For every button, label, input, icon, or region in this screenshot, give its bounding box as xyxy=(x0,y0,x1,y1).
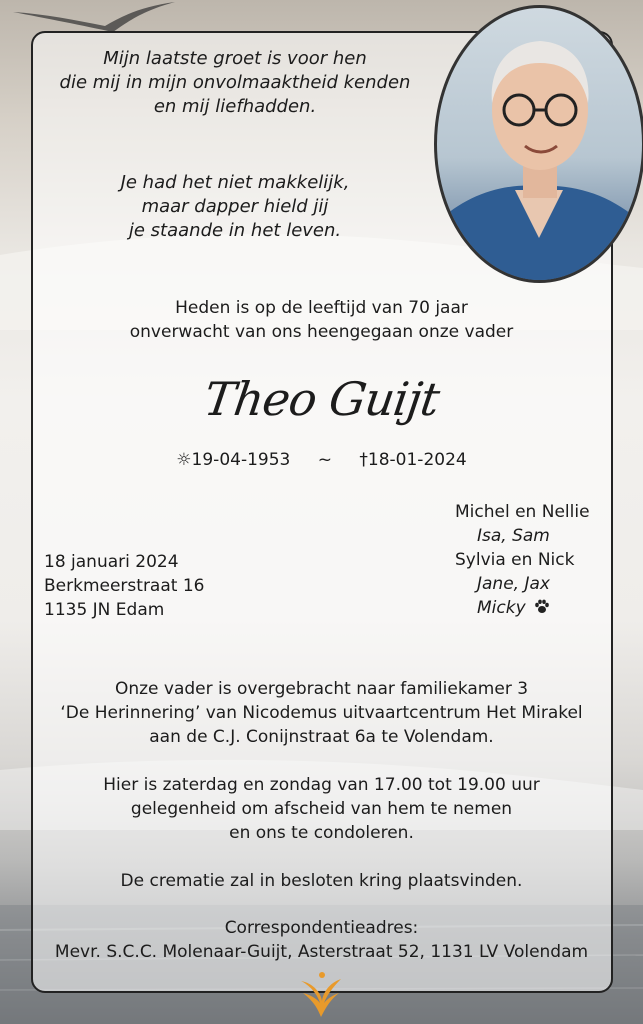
family-member: Isa, Sam xyxy=(477,526,550,546)
transfer-line: ‘De Herinnering’ van Nicodemus uitvaartcentrum Het Mirakel xyxy=(60,703,583,723)
poem-line: maar dapper hield jij xyxy=(141,196,329,217)
visit-info xyxy=(0,773,643,845)
address-block xyxy=(44,550,204,622)
cremation-info: De crematie zal in besloten kring plaatsvinden. xyxy=(120,871,523,891)
family-list xyxy=(455,500,590,620)
death-date: 18-01-2024 xyxy=(367,450,467,470)
transfer-line: aan de C.J. Conijnstraat 6a te Volendam. xyxy=(149,727,494,747)
poem-line: je staande in het leven. xyxy=(128,220,342,241)
family-member-pet xyxy=(455,596,590,620)
poem-line: Mijn laatste groet is voor hen xyxy=(103,48,367,69)
transfer-line: Onze vader is overgebracht naar familiekamer 3 xyxy=(114,679,529,699)
poem-line: en mij liefhadden. xyxy=(153,96,317,117)
visit-line: en ons te condoleren. xyxy=(229,823,414,843)
family-member: Micky xyxy=(477,598,526,618)
birth-date: 19-04-1953 xyxy=(191,450,291,470)
visit-line: gelegenheid om afscheid van hem te nemen xyxy=(130,799,513,819)
life-dates xyxy=(0,448,643,472)
poem-stanza-1 xyxy=(30,47,440,119)
address-city: 1135 JN Edam xyxy=(44,600,165,620)
visit-line: Hier is zaterdag en zondag van 17.00 tot 19.00 uur xyxy=(103,775,540,795)
poem-line: Je had het niet makkelijk, xyxy=(120,172,350,193)
deceased-name: Theo Guijt xyxy=(200,372,443,426)
address-street: Berkmeerstraat 16 xyxy=(44,576,205,596)
correspondence-address: Mevr. S.C.C. Molenaar-Guijt, Asterstraat 52, 1131 LV Volendam xyxy=(54,942,589,962)
correspondence-label: Correspondentieadres: xyxy=(224,918,419,938)
family-member: Michel en Nellie xyxy=(455,502,590,522)
family-member: Jane, Jax xyxy=(477,574,550,594)
phoenix-logo-icon xyxy=(299,967,343,1021)
announcement xyxy=(0,296,643,344)
cross-icon: † xyxy=(359,450,368,470)
address-date: 18 januari 2024 xyxy=(44,552,179,572)
poem-line: die mij in mijn onvolmaaktheid kenden xyxy=(59,72,411,93)
paw-icon xyxy=(534,599,550,614)
portrait-photo xyxy=(434,5,643,283)
family-member: Sylvia en Nick xyxy=(455,550,575,570)
announcement-line: Heden is op de leeftijd van 70 jaar xyxy=(175,298,468,318)
transfer-info xyxy=(0,677,643,749)
poem-stanza-2 xyxy=(30,171,440,243)
announcement-line: onverwacht van ons heengegaan onze vader xyxy=(129,322,514,342)
sun-icon: ☼ xyxy=(176,450,192,470)
date-separator: ~ xyxy=(317,450,332,470)
